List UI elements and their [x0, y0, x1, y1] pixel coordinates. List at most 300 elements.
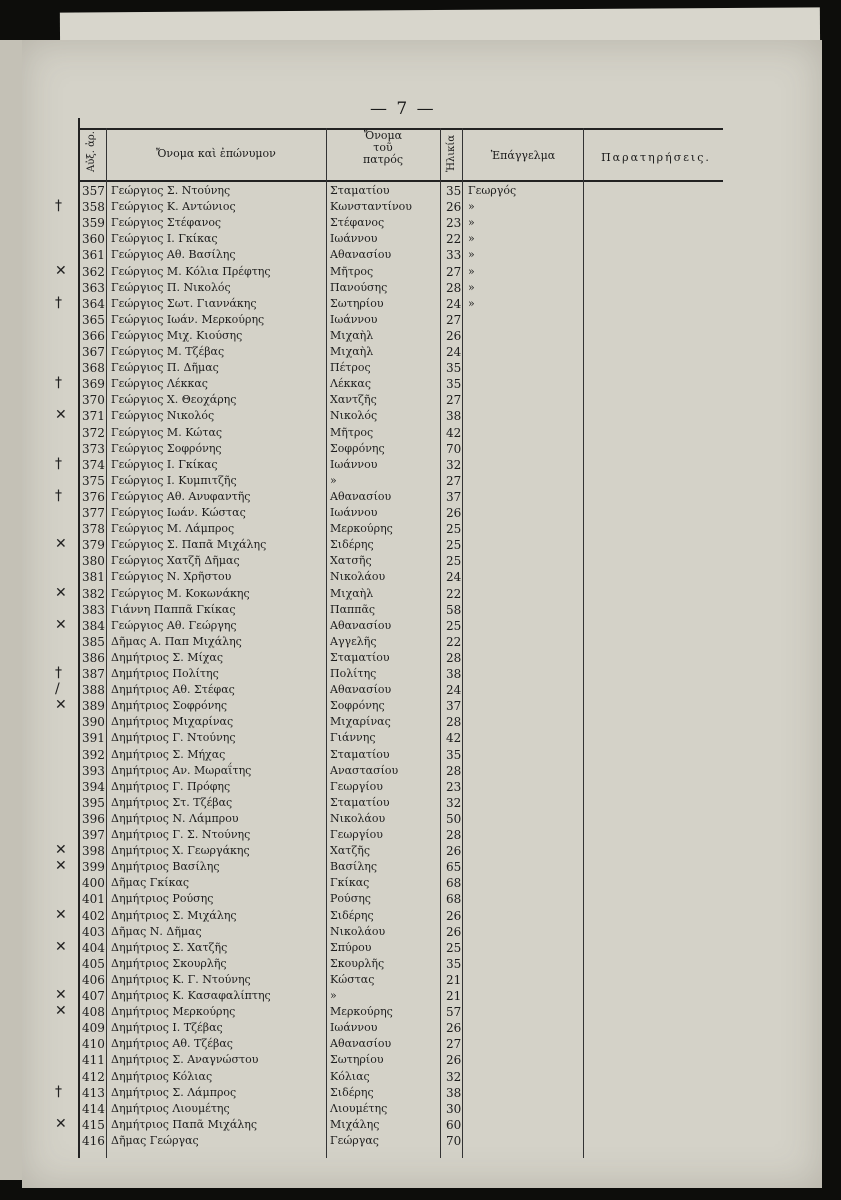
table-row	[0, 345, 841, 361]
person-name: Γεώργιος Ιωάν. Κώστας	[111, 506, 246, 519]
occupation: »	[468, 200, 475, 214]
occupation: »	[468, 296, 475, 310]
table-row	[0, 1115, 841, 1134]
person-name: Γεώργιος Ι. Κυμπιτζῆς	[111, 473, 237, 487]
person-name: Γεώργιος Αθ. Γεώργης	[111, 618, 237, 632]
age-value: 21	[446, 989, 462, 1003]
age-value: 26	[446, 506, 462, 520]
entry-number: 359	[82, 216, 105, 231]
father-name: Ιωάννου	[330, 1021, 378, 1035]
table-row	[0, 506, 841, 522]
person-name: Δημήτριος Κόλιας	[111, 1069, 213, 1083]
table-row	[0, 584, 841, 603]
person-name: Δημήτριος Ι. Τζέβας	[111, 1021, 223, 1035]
father-name: Ιωάννου	[330, 506, 378, 519]
father-name: »	[330, 989, 337, 1002]
father-name: Αθανασίου	[330, 683, 392, 697]
father-name: Σκουρλῆς	[330, 956, 385, 970]
father-name: Μιχαρίνας	[330, 715, 391, 729]
person-name: Δημήτριος Σ. Λάμπρος	[111, 1085, 237, 1099]
entry-number: 387	[82, 667, 105, 681]
person-name: Γεώργιος Λέκκας	[111, 377, 208, 391]
father-name: Γκίκας	[330, 876, 370, 890]
father-name: Αγγελῆς	[330, 634, 377, 648]
person-name: Δημήτριος Σκουρλῆς	[111, 956, 227, 970]
father-name: Γεωργίου	[330, 779, 383, 793]
father-name: Αθανασίου	[330, 248, 392, 262]
table-row	[0, 570, 841, 586]
person-name: Γεώργιος Νικολός	[111, 409, 215, 423]
handwritten-mark-icon: †	[55, 487, 62, 504]
entry-number: 371	[82, 409, 105, 424]
father-name: Στέφανος	[330, 216, 385, 230]
father-name: Πανούσης	[330, 280, 388, 294]
table-row	[0, 377, 841, 393]
handwritten-mark-icon: ✕	[55, 536, 67, 553]
father-name: Πέτρος	[330, 361, 371, 375]
age-value: 25	[446, 618, 462, 633]
age-value: 35	[446, 747, 462, 762]
age-value: 22	[446, 634, 462, 649]
father-name: Μιχάλης	[330, 1117, 380, 1131]
table-row	[0, 538, 841, 554]
handwritten-mark-icon: †	[55, 1083, 62, 1100]
entry-number: 409	[82, 1021, 105, 1036]
entry-number: 397	[82, 828, 105, 842]
person-name: Δημήτριος Σ. Χατζῆς	[111, 940, 228, 954]
age-value: 37	[446, 489, 462, 504]
person-name: Δημήτριος Αθ. Στέφας	[111, 683, 235, 697]
father-name: Γεωργίου	[330, 828, 383, 841]
father-name: »	[330, 473, 337, 487]
person-name: Γεώργιος Στέφανος	[111, 216, 222, 230]
father-name: Σωτηρίου	[330, 296, 384, 310]
age-value: 27	[446, 393, 462, 408]
age-value: 57	[446, 1005, 462, 1020]
person-name: Δημήτριος Κ. Κασαφαλίπτης	[111, 989, 271, 1002]
table-row	[0, 906, 841, 925]
person-name: Γεώργιος Μ. Λάμπρος	[111, 522, 235, 536]
person-name: Δημήτριος Βασίλης	[111, 860, 220, 874]
entry-number: 392	[82, 747, 105, 762]
table-row	[0, 731, 841, 747]
age-value: 38	[446, 409, 462, 424]
handwritten-mark-icon: ✕	[55, 262, 67, 279]
father-name: Νικολός	[330, 409, 378, 423]
person-name: Δημήτριος Αθ. Τζέβας	[111, 1037, 233, 1051]
header-age: Ἡλικία	[446, 134, 457, 172]
table-row	[0, 248, 841, 264]
handwritten-mark-icon: ✕	[55, 697, 67, 714]
age-value: 25	[446, 522, 462, 537]
father-name: Αθανασίου	[330, 618, 392, 632]
entry-number: 358	[82, 200, 105, 215]
age-value: 32	[446, 1069, 462, 1084]
table-row	[0, 522, 841, 538]
header-father-line3: πατρός	[363, 153, 403, 166]
age-value: 28	[446, 763, 462, 778]
table-row	[0, 1070, 841, 1086]
age-value: 30	[446, 1101, 462, 1116]
person-name: Γεώργιος Ι. Γκίκας	[111, 232, 218, 246]
age-value: 68	[446, 892, 462, 907]
entry-number: 390	[82, 715, 105, 730]
table-row	[0, 474, 841, 490]
age-value: 70	[446, 441, 462, 456]
father-name: Αναστασίου	[330, 763, 399, 777]
person-name: Δῆμας Ν. Δῆμας	[111, 924, 202, 938]
age-value: 23	[446, 779, 462, 794]
age-value: 50	[446, 811, 462, 826]
person-name: Γεώργιος Σοφρόνης	[111, 441, 222, 455]
table-row	[0, 876, 841, 892]
header-father-line1: Ὄνομα	[363, 129, 403, 142]
person-name: Δημήτριος Κ. Γ. Ντούνης	[111, 972, 251, 986]
occupation: »	[468, 216, 475, 230]
entry-number: 370	[82, 393, 105, 408]
age-value: 26	[446, 1053, 462, 1068]
age-value: 27	[446, 264, 462, 279]
entry-number: 401	[82, 892, 105, 907]
person-name: Δῆμας Γεώργας	[111, 1133, 199, 1147]
age-value: 32	[446, 457, 462, 472]
header-father-line2: τοῦ	[373, 141, 393, 154]
table-row	[0, 361, 841, 377]
age-value: 28	[446, 650, 462, 665]
age-value: 24	[446, 570, 462, 585]
handwritten-mark-icon: ✕	[55, 407, 67, 424]
table-row	[0, 989, 841, 1005]
entry-number: 410	[82, 1037, 105, 1052]
person-name: Δημήτριος Σ. Αναγνώστου	[111, 1053, 259, 1067]
entry-number: 379	[82, 538, 105, 553]
person-name: Δημήτριος Σ. Μιχάλης	[111, 908, 237, 922]
handwritten-mark-icon: ✕	[55, 858, 67, 875]
person-name: Γεώργιος Κ. Αντώνιος	[111, 200, 236, 214]
person-name: Δημήτριος Μιχαρίνας	[111, 715, 234, 729]
age-value: 70	[446, 1133, 462, 1148]
person-name: Δημήτριος Σοφρόνης	[111, 699, 228, 713]
entry-number: 378	[82, 522, 105, 537]
father-name: Πολίτης	[330, 667, 377, 680]
table-row	[0, 409, 841, 425]
table-row	[0, 635, 841, 651]
handwritten-mark-icon: †	[55, 665, 62, 681]
person-name: Γιάννη Παππᾶ Γκίκας	[111, 602, 236, 616]
age-value: 22	[446, 232, 462, 247]
entry-number: 413	[82, 1085, 105, 1100]
father-name: Σιδέρης	[330, 538, 374, 552]
table-row	[0, 294, 841, 313]
entry-number: 404	[82, 940, 105, 955]
age-value: 38	[446, 1085, 462, 1100]
entry-number: 374	[82, 457, 105, 472]
age-value: 26	[446, 844, 462, 859]
table-row	[0, 651, 841, 667]
entry-number: 375	[82, 473, 105, 488]
table-row	[0, 1102, 841, 1118]
age-value: 37	[446, 699, 462, 714]
father-name: Σιδέρης	[330, 908, 374, 922]
entry-number: 373	[82, 441, 105, 456]
father-name: Ρούσης	[330, 892, 371, 906]
father-name: Μιχαὴλ	[330, 586, 374, 600]
table-row	[0, 957, 841, 973]
table-row	[0, 393, 841, 409]
person-name: Γεώργιος Χ. Θεοχάρης	[111, 393, 237, 407]
age-value: 27	[446, 473, 462, 488]
person-name: Δημήτριος Αν. Μωραΐτης	[111, 763, 252, 777]
entry-number: 389	[82, 699, 105, 714]
table-row	[0, 715, 841, 731]
header-remarks: Παρατηρήσεις.	[601, 151, 711, 164]
handwritten-mark-icon: †	[55, 455, 62, 472]
table-row	[0, 1037, 841, 1053]
age-value: 38	[446, 667, 462, 681]
person-name: Δημήτριος Στ. Τζέβας	[111, 795, 233, 809]
entry-number: 372	[82, 425, 105, 440]
table-row	[0, 232, 841, 248]
handwritten-mark-icon: ✕	[55, 842, 67, 859]
father-name: Γεώργας	[330, 1133, 379, 1147]
father-name: Σοφρόνης	[330, 699, 385, 713]
entry-number: 367	[82, 345, 105, 359]
handwritten-mark-icon: †	[55, 198, 62, 215]
age-value: 26	[446, 924, 462, 939]
header-name: Ὄνομα καὶ ἐπώνυμον	[156, 147, 276, 160]
person-name: Δημήτριος Χ. Γεωργάκης	[111, 844, 250, 858]
person-name: Γεώργιος Σ. Ντούνης	[111, 184, 231, 197]
header-number: Αὐξ. ἀρ.	[86, 131, 97, 172]
entry-number: 394	[82, 779, 105, 794]
entry-number: 412	[82, 1069, 105, 1084]
age-value: 22	[446, 586, 462, 601]
father-name: Κόλιας	[330, 1069, 370, 1083]
occupation: Γεωργός	[468, 184, 517, 197]
father-name: Μῆτρος	[330, 425, 374, 439]
handwritten-mark-icon: ✕	[55, 906, 67, 923]
table-row	[0, 313, 841, 329]
father-name: Λιουμέτης	[330, 1101, 388, 1115]
table-row	[0, 426, 841, 442]
entry-number: 368	[82, 361, 105, 376]
table-row	[0, 281, 841, 297]
table-row	[0, 796, 841, 812]
handwritten-mark-icon: ✕	[55, 1115, 67, 1132]
entry-number: 357	[82, 184, 105, 198]
father-name: Σωτηρίου	[330, 1053, 384, 1067]
father-name: Χατσῆς	[330, 554, 372, 568]
father-name: Παππᾶς	[330, 602, 376, 616]
age-value: 35	[446, 184, 462, 198]
table-row	[0, 216, 841, 232]
age-value: 42	[446, 731, 462, 746]
person-name: Γεώργιος Ι. Γκίκας	[111, 457, 218, 471]
age-value: 35	[446, 956, 462, 971]
age-value: 28	[446, 715, 462, 730]
father-name: Σταματίου	[330, 795, 390, 809]
entry-number: 408	[82, 1005, 105, 1020]
entry-number: 388	[82, 683, 105, 698]
table-row	[0, 973, 841, 989]
entry-number: 385	[82, 634, 105, 649]
person-name: Δημήτριος Σ. Μίχας	[111, 650, 224, 664]
entry-number: 395	[82, 795, 105, 810]
entry-number: 386	[82, 650, 105, 665]
entry-number: 398	[82, 844, 105, 859]
handwritten-mark-icon: ✕	[55, 987, 67, 1003]
age-value: 24	[446, 296, 462, 311]
entry-number: 414	[82, 1101, 105, 1116]
entry-number: 377	[82, 506, 105, 520]
table-row	[0, 683, 841, 699]
age-value: 26	[446, 328, 462, 343]
person-name: Δημήτριος Μερκούρης	[111, 1005, 236, 1019]
page-number: — 7 —	[370, 99, 436, 119]
age-value: 33	[446, 248, 462, 263]
handwritten-mark-icon: ✕	[55, 1003, 67, 1020]
age-value: 26	[446, 200, 462, 215]
age-value: 25	[446, 554, 462, 569]
entry-number: 411	[82, 1053, 105, 1068]
entry-number: 399	[82, 860, 105, 875]
age-value: 42	[446, 425, 462, 440]
age-value: 28	[446, 280, 462, 295]
entry-number: 384	[82, 618, 105, 633]
table-row	[0, 938, 841, 957]
table-row	[0, 1005, 841, 1021]
father-name: Ιωάννου	[330, 312, 378, 326]
table-row	[0, 748, 841, 764]
person-name: Γεώργιος Ν. Χρῆστου	[111, 570, 232, 584]
table-row	[0, 860, 841, 876]
father-name: Κωνσταντίνου	[330, 200, 412, 214]
person-name: Δημήτριος Ρούσης	[111, 892, 214, 906]
person-name: Δημήτριος Γ. Πρόφης	[111, 779, 231, 793]
age-value: 32	[446, 795, 462, 810]
person-name: Δῆμας Γκίκας	[111, 876, 190, 890]
father-name: Βασίλης	[330, 860, 378, 874]
entry-number: 365	[82, 312, 105, 327]
age-value: 21	[446, 972, 462, 987]
person-name: Δημήτριος Σ. Μήχας	[111, 747, 226, 761]
table-row	[0, 1134, 841, 1150]
table-row	[0, 603, 841, 619]
person-name: Γεώργιος Μ. Κοκωνάκης	[111, 586, 250, 600]
age-value: 26	[446, 908, 462, 923]
person-name: Δημήτριος Λιουμέτης	[111, 1101, 230, 1115]
age-value: 27	[446, 1037, 462, 1052]
person-name: Δημήτριος Ν. Λάμπρου	[111, 811, 239, 825]
entry-number: 381	[82, 570, 105, 585]
father-name: Νικολάου	[330, 570, 386, 584]
entry-number: 393	[82, 763, 105, 778]
age-value: 26	[446, 1021, 462, 1036]
entry-number: 405	[82, 956, 105, 971]
entry-number: 363	[82, 280, 105, 295]
age-value: 35	[446, 377, 462, 392]
table-row	[0, 780, 841, 796]
entry-number: 402	[82, 908, 105, 923]
entry-number: 382	[82, 586, 105, 601]
entry-number: 407	[82, 989, 105, 1003]
table-row	[0, 1053, 841, 1069]
person-name: Γεώργιος Ιωάν. Μερκούρης	[111, 312, 265, 326]
entry-number: 380	[82, 554, 105, 569]
table-row	[0, 487, 841, 506]
age-value: 28	[446, 828, 462, 842]
entry-number: 400	[82, 876, 105, 891]
person-name: Γεώργιος Αθ. Βασίλης	[111, 248, 236, 262]
father-name: Σταματίου	[330, 184, 390, 197]
occupation: »	[468, 232, 475, 246]
table-row	[0, 844, 841, 860]
person-name: Γεώργιος Π. Νικολός	[111, 280, 231, 294]
person-name: Γεώργιος Αθ. Ανυφαντῆς	[111, 489, 251, 503]
table-row	[0, 828, 841, 844]
age-value: 23	[446, 216, 462, 231]
entry-number: 403	[82, 924, 105, 939]
father-name: Νικολάου	[330, 924, 386, 938]
age-value: 27	[446, 312, 462, 327]
handwritten-mark-icon: ✕	[55, 616, 67, 633]
person-name: Δημήτριος Γ. Σ. Ντούνης	[111, 828, 251, 841]
father-name: Ιωάννου	[330, 457, 378, 471]
person-name: Γεώργιος Μ. Τζέβας	[111, 345, 225, 358]
entry-number: 369	[82, 377, 105, 392]
header-father	[328, 130, 438, 166]
entry-number: 360	[82, 232, 105, 247]
age-value: 25	[446, 538, 462, 553]
table-row	[0, 200, 841, 216]
entry-number: 362	[82, 264, 105, 279]
table-row	[0, 1083, 841, 1102]
father-name: Χατζῆς	[330, 844, 371, 858]
person-name: Γεώργιος Μιχ. Κιούσης	[111, 328, 243, 342]
person-name: Δημήτριος Πολίτης	[111, 667, 219, 680]
table-row	[0, 616, 841, 635]
age-value: 58	[446, 602, 462, 617]
father-name: Μιχαὴλ	[330, 345, 374, 358]
father-name: Λέκκας	[330, 377, 371, 391]
entry-number: 416	[82, 1133, 105, 1148]
age-value: 68	[446, 876, 462, 891]
father-name: Σταματίου	[330, 747, 390, 761]
person-name: Δημήτριος Παπᾶ Μιχάλης	[111, 1117, 257, 1131]
father-name: Σιδέρης	[330, 1085, 374, 1099]
entry-number: 406	[82, 972, 105, 987]
entry-number: 396	[82, 811, 105, 826]
occupation: »	[468, 280, 475, 294]
handwritten-mark-icon: ✕	[55, 938, 67, 955]
header-occupation: Ἐπάγγελμα	[490, 149, 556, 162]
occupation: »	[468, 264, 475, 278]
father-name: Αθανασίου	[330, 489, 392, 503]
father-name: Νικολάου	[330, 811, 386, 825]
father-name: Μιχαὴλ	[330, 328, 374, 342]
table-row	[0, 455, 841, 474]
father-name: Αθανασίου	[330, 1037, 392, 1051]
father-name: Μερκούρης	[330, 1005, 393, 1019]
entry-number: 361	[82, 248, 105, 263]
father-name: Ιωάννου	[330, 232, 378, 246]
entry-number: 391	[82, 731, 105, 746]
father-name: Σοφρόνης	[330, 441, 385, 455]
table-row	[0, 925, 841, 941]
entry-number: 376	[82, 489, 105, 504]
handwritten-mark-icon: ✕	[55, 584, 67, 601]
table-row	[0, 262, 841, 281]
